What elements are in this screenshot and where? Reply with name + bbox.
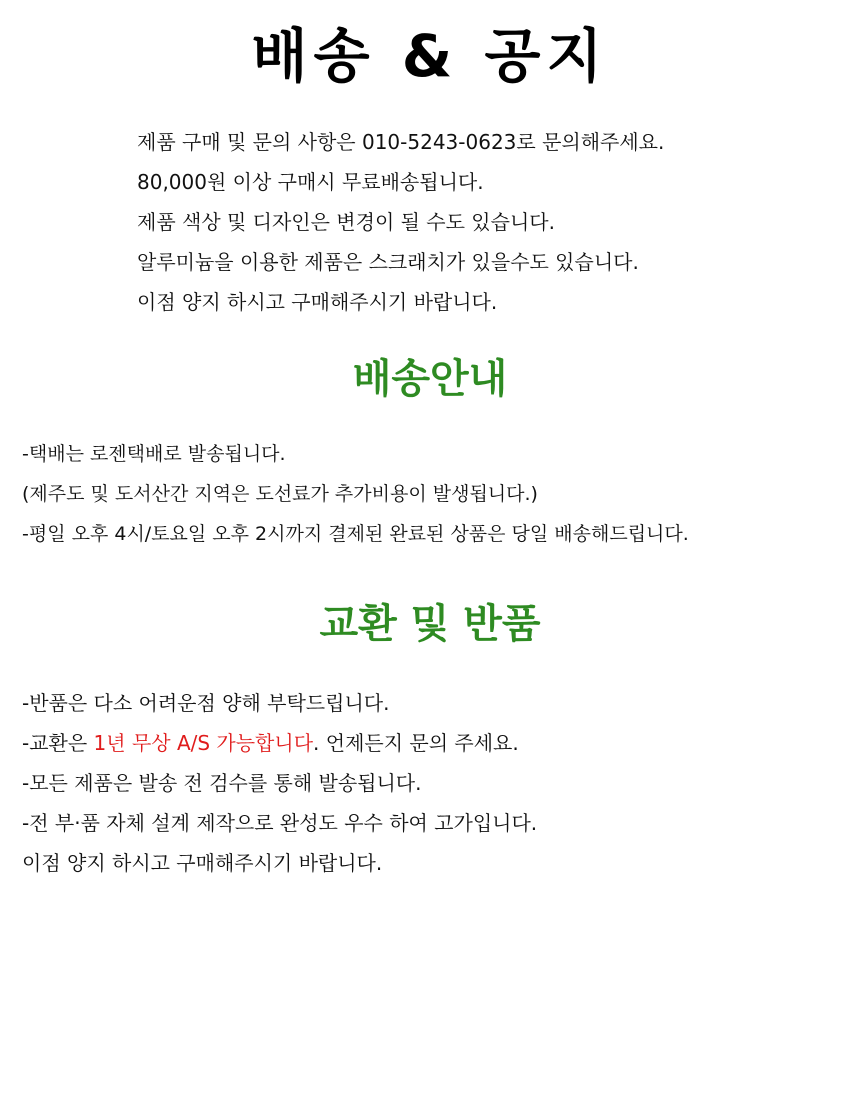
shipping-line-island-fee: (제주도 및 도서산간 지역은 도선료가 추가비용이 발생됩니다.) (22, 483, 538, 505)
shipping-heading: 배송안내 (352, 356, 508, 402)
warranty-prefix: -교환은 (22, 731, 94, 755)
exchange-section (22, 683, 852, 883)
shipping-line-courier: -택배는 로젠택배로 발송됩니다. (22, 443, 286, 465)
warranty-highlight: 1년 무상 A/S 가능합니다 (93, 731, 314, 755)
notice-line-acknowledge: 이점 양지 하시고 구매해주시기 바랍니다. (137, 290, 498, 314)
notice-line-free-shipping: 80,000원 이상 구매시 무료배송됩니다. (137, 170, 484, 194)
exchange-line-design: -전 부·품 자체 설계 제작으로 완성도 우수 하여 고가입니다. (22, 811, 538, 835)
notice-line-scratch: 알루미늄을 이용한 제품은 스크래치가 있을수도 있습니다. (137, 250, 639, 274)
shipping-section (22, 434, 852, 554)
warranty-suffix: . 언제든지 문의 주세요. (313, 731, 519, 755)
shipping-line-same-day: -평일 오후 4시/토요일 오후 2시까지 결제된 완료된 상품은 당일 배송해드립니다. (22, 523, 689, 545)
page-title: 배송 & 공지 (251, 22, 609, 90)
exchange-line-warranty (22, 723, 852, 763)
notice-line-design-change: 제품 색상 및 디자인은 변경이 될 수도 있습니다. (137, 210, 555, 234)
exchange-heading: 교환 및 반품 (319, 601, 541, 647)
exchange-line-returns: -반품은 다소 어려운점 양해 부탁드립니다. (22, 691, 390, 715)
exchange-line-inspection: -모든 제품은 발송 전 검수를 통해 발송됩니다. (22, 771, 422, 795)
exchange-line-acknowledge: 이점 양지 하시고 구매해주시기 바랍니다. (22, 851, 383, 875)
notice-section (137, 122, 837, 322)
notice-line-contact: 제품 구매 및 문의 사항은 010-5243-0623로 문의해주세요. (137, 130, 665, 154)
